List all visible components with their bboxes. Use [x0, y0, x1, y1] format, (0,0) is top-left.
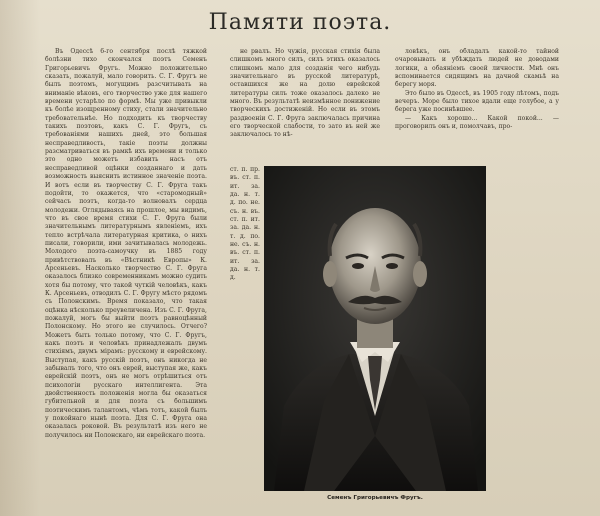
- article-title: Памяти поэта.: [208, 10, 392, 35]
- paragraph: ст. п. пр. въ. ст. п. ит. за. да. н. т. д. по. не. съ. н. въ. ст. п. ит. за. да. н. т. д. по. не. съ. н. въ. ст. п. ит. за. да. н. т. д.: [230, 166, 260, 282]
- text-column-2: [230, 48, 380, 164]
- photo-caption: Семенъ Григорьевичъ Фругъ.: [327, 495, 423, 501]
- text-column-1: [45, 48, 207, 516]
- paragraph: — Какъ хорошо... Какой покой... — проговорилъ онъ и, помолчавъ, про-: [395, 114, 559, 131]
- text-column-fragment: [230, 166, 260, 516]
- paragraph: не рвалъ. Но чужія, русская стихія была слишкомъ много силъ, силъ этихъ оказалось слишкомъ мало для созданія чего нибудь значительнаго въ русской литературѣ, оставшихся же на долю еврейской литературы силъ тоже оказалось далеко не много. Въ результатѣ неизмѣнное понижение творческихъ достиженій. Но если въ этомъ раздвоеніи С. Г. Фруга заключалась причина его творческой слабости, то зато въ ней же заключалось то нѣ-: [230, 48, 380, 139]
- paragraph: Въ Одессѣ 6-го сентября послѣ тяжкой болѣзни тихо скончался поэтъ Семенъ Григорьевичъ Фругъ. Можно положительно сказать, пожалуй, мало говорить. С. Г. Фругъ не былъ поэтомъ, могущимъ разсчитывать на вниманіе вѣковъ, его творчество уже для нашего времени устарѣло по формѣ. Мы уже привыкли къ болѣе изощренному стиху, стали значительно требовательнѣе. Но подходить къ творчеству такихъ поэтовъ, какъ С. Г. Фругъ, съ требованіями нашихъ дней, это большая несправедливость, такіе поэты должны разсматриваться въ рамкѣ ихъ времени и только это одно можетъ избавить насъ отъ несправедливой оцѣнки созданнаго и дать возможность выяснить истинное значеніе поэта. И вотъ если въ творчеству С. Г. Фруга такъ подойти, то окажется, что «старомодный» сейчасъ поэтъ, когда-то волновалъ сердца молодежи. Оглядываясь на прошлое, мы видимъ, что въ свое время стихи С. Г. Фруга были значительнымъ литературнымъ явленіемъ, ихъ тепло встрѣчала литературная критика, о нихъ писали, говорили, ими зачитывалась молодежь. Молодого поэта-самоучку въ 1885 году привѣтствовалъ въ «Вѣстникѣ Европы» К. Арсеньевъ. Насколько творчество С. Г. Фруга оказалось близко современникамъ можно судить хотя бы потому, что такой чуткій человѣкъ, какъ К. Арсеньевъ, отводилъ С. Г. Фругу мѣсто рядомъ съ Полонскимъ. Время показало, что такая оцѣнка нѣсколько преувеличена. Изъ С. Г. Фруга, пожалуй, могъ бы выйти поэтъ равноцѣнный Полонскому. Но этого не случилось. Отчего? Можетъ быть только потому, что С. Г. Фругъ, какъ поэтъ и человѣкъ принадлежалъ двумъ стихіямъ, двумъ мірамъ: русскому и еврейскому. Выступая, какъ русскій поэтъ, онъ никогда не забывалъ того, что онъ еврей, выступая же, какъ еврейскій поэтъ, онъ не могъ отрѣшиться отъ психологіи русскаго интеллигента. Эта двойственность положенія могла бы оказаться губительной и для поэта съ большимъ поэтическимъ талантомъ, чѣмъ тотъ, какой былъ у покойнаго нынѣ поэта. Для С. Г. Фруга она оказалась роковой. Въ результатѣ изъ него не получилось ни Полонскаго, ни еврейскаго поэта.: [45, 48, 207, 439]
- portrait-illustration: [264, 166, 486, 491]
- portrait-photo: [264, 166, 486, 491]
- text-column-3: [395, 48, 559, 164]
- paragraph: ловѣкъ, онъ обладалъ какой-то тайной очаровывать и убѣждать людей не доводами логики, а обаяніемъ своей личности. Мнѣ онъ вспоминается сидящимъ на дачной скамьѣ на берегу моря.: [395, 48, 559, 89]
- paragraph: Это было въ Одессѣ, въ 1905 году лѣтомъ, подъ вечеръ. Море было тихое вдали еще голубое, а у берега уже посинѣвшее.: [395, 89, 559, 114]
